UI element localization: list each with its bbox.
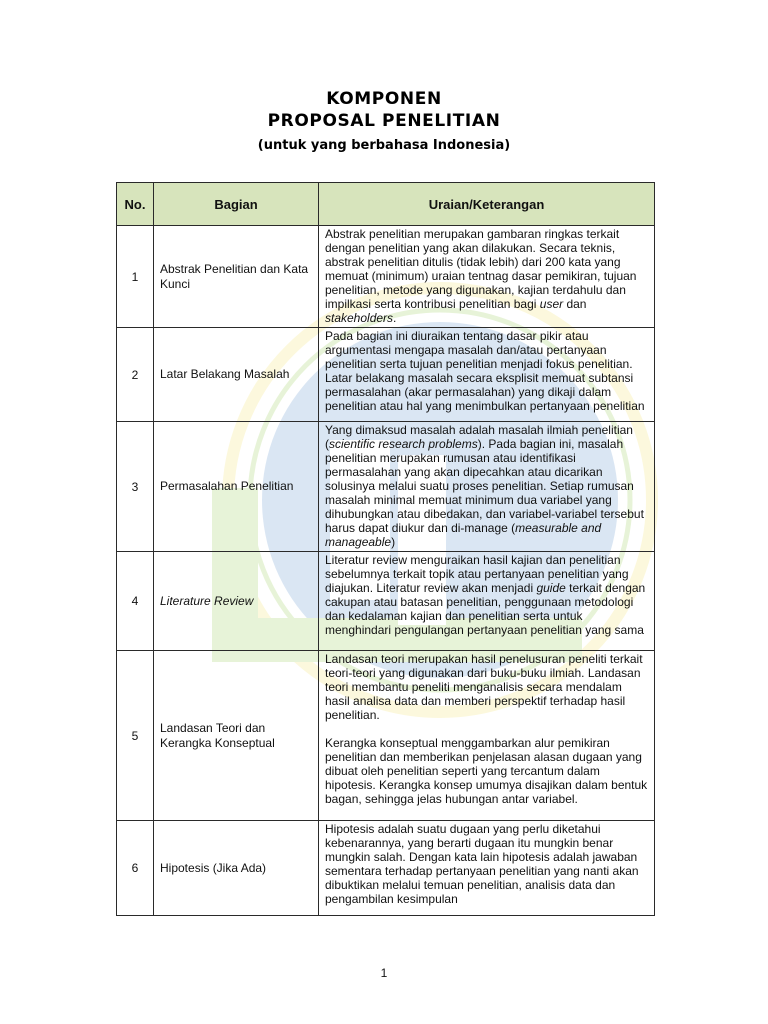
uraian-paragraph <box>325 652 649 722</box>
row-number: 5 <box>117 651 154 821</box>
table-row <box>117 821 655 916</box>
page-title-line-2: PROPOSAL PENELITIAN <box>267 111 501 131</box>
text-run: scientific research problems <box>329 437 478 451</box>
header-no: No. <box>117 183 154 226</box>
text-run: dan <box>563 297 587 311</box>
table-header-row <box>117 183 655 226</box>
text-run: Hipotesis (Jika Ada) <box>160 860 267 875</box>
components-table <box>116 182 655 916</box>
text-run: ) <box>391 535 396 549</box>
row-number: 3 <box>117 422 154 552</box>
text-run: Hipotesis adalah suatu dugaan yang perlu diketahui kebenarannya, yang berarti dugaan itu mungkin benar mungkin salah. Dengan kata lain hipotesis adalah jawaban sementara terhadap pertanyaan penelitian yang nanti akan dibuktikan melalui temuan penelitian, analisis data dan pengambilan kesimpulan <box>325 822 639 906</box>
row-number: 2 <box>117 328 154 422</box>
row-bagian <box>154 651 319 821</box>
header-uraian: Uraian/Keterangan <box>319 183 655 226</box>
text-run: stakeholders <box>325 311 394 325</box>
row-bagian <box>154 821 319 916</box>
text-run: Permasalahan Penelitian <box>160 479 294 493</box>
text-run: Kerangka konseptual menggambarkan alur pemikiran penelitian dan memberikan penjelasan alasan dugaan yang dibuat oleh penelitian seperti yang tercantum dalam hipotesis. Kerangka konsep umumya disajikan dalam bentuk bagan, sehingga jelas hubungan antar variabel. <box>325 736 648 806</box>
text-run: user <box>539 297 564 311</box>
row-bagian <box>154 328 319 422</box>
page-title: KOMPONEN <box>326 89 442 109</box>
row-uraian <box>319 821 655 916</box>
uraian-paragraph <box>325 822 649 906</box>
text-run: measurable and manageable <box>325 521 602 549</box>
page-number: 1 <box>380 966 388 980</box>
uraian-paragraph <box>325 423 649 549</box>
title-block <box>0 88 768 155</box>
table-row <box>117 226 655 328</box>
text-run: Abstrak penelitian merupakan gambaran ringkas terkait dengan penelitian yang akan dilakukan. Secara teknis, abstrak penelitian ditulis (tidak lebih) dari 200 kata yang memuat (minimum) uraian tentnag dasar pemikiran, tujuan penelitian, metode yang digunakan, kajian terdahulu dan impilkasi serta kontribusi penelitian bagi <box>325 227 637 311</box>
row-number: 4 <box>117 552 154 651</box>
text-run: guide <box>536 581 566 595</box>
uraian-paragraph <box>325 736 649 806</box>
text-run: Landasan Teori dan Kerangka Konseptual <box>160 720 275 750</box>
text-run: Yang dimaksud masalah adalah masalah ilmiah penelitian ( <box>325 423 633 451</box>
table-row <box>117 422 655 552</box>
uraian-paragraph <box>325 227 649 325</box>
row-uraian <box>319 422 655 552</box>
table-row <box>117 552 655 651</box>
uraian-paragraph <box>325 329 649 413</box>
row-bagian <box>154 422 319 552</box>
text-run: . <box>393 311 397 325</box>
text-run: Literatur review menguraikan hasil kajian dan penelitian sebelumnya terkait topik atau pertanyaan penelitian yang diajukan. Literatur review akan menjadi <box>325 553 629 595</box>
text-run: Abstrak Penelitian dan Kata Kunci <box>160 261 309 291</box>
row-uraian <box>319 328 655 422</box>
table-row <box>117 328 655 422</box>
uraian-paragraph <box>325 553 649 637</box>
page-subtitle: (untuk yang berbahasa Indonesia) <box>257 138 511 153</box>
row-number: 1 <box>117 226 154 328</box>
text-run: Latar Belakang Masalah <box>160 367 290 381</box>
row-number: 6 <box>117 821 154 916</box>
row-bagian <box>154 226 319 328</box>
row-uraian <box>319 552 655 651</box>
row-bagian <box>154 552 319 651</box>
text-run: ). Pada bagian ini, masalah penelitian merupakan rumusan atau identifikasi permasalahan yang akan dipecahkan atau dicarikan solusinya melalui suatu proses penelitian. Setiap rumusan masalah minimal memuat minimum dua variabel yang dihubungkan atau dibedakan, dan variabel-variabel tersebut harus dapat diukur dan di-manage ( <box>325 437 644 535</box>
row-uraian <box>319 226 655 328</box>
text-run: Literature Review <box>160 593 254 608</box>
text-run: Pada bagian ini diuraikan tentang dasar pikir atau argumentasi mengapa masalah dan/atau pertanyaan penelitian serta tujuan penelitian menjadi fokus penelitian. Latar belakang masalah secara eksplisit memuat subtansi permasalahan (akar permasalahan) yang dikaji dalam penelitian atau hal yang menimbulkan pertanyaan penelitian <box>325 329 645 413</box>
table-row <box>117 651 655 821</box>
text-run: terkait dengan cakupan atau batasan penelitian, penggunaan metodologi dan kedalaman kajian dan penelitian serta untuk menghindari pengulangan pertanyaan penelitian yang sama <box>325 581 646 637</box>
row-uraian <box>319 651 655 821</box>
header-bagian: Bagian <box>154 183 319 226</box>
text-run: Landasan teori merupakan hasil penelusuran peneliti terkait teori-teori yang digunakan dari buku-buku ilmiah. Landasan teori membantu peneliti menganalisis secara mendalam hasil analisa data dan memberi perspektif terhadap hasil penelitian. <box>325 652 643 722</box>
